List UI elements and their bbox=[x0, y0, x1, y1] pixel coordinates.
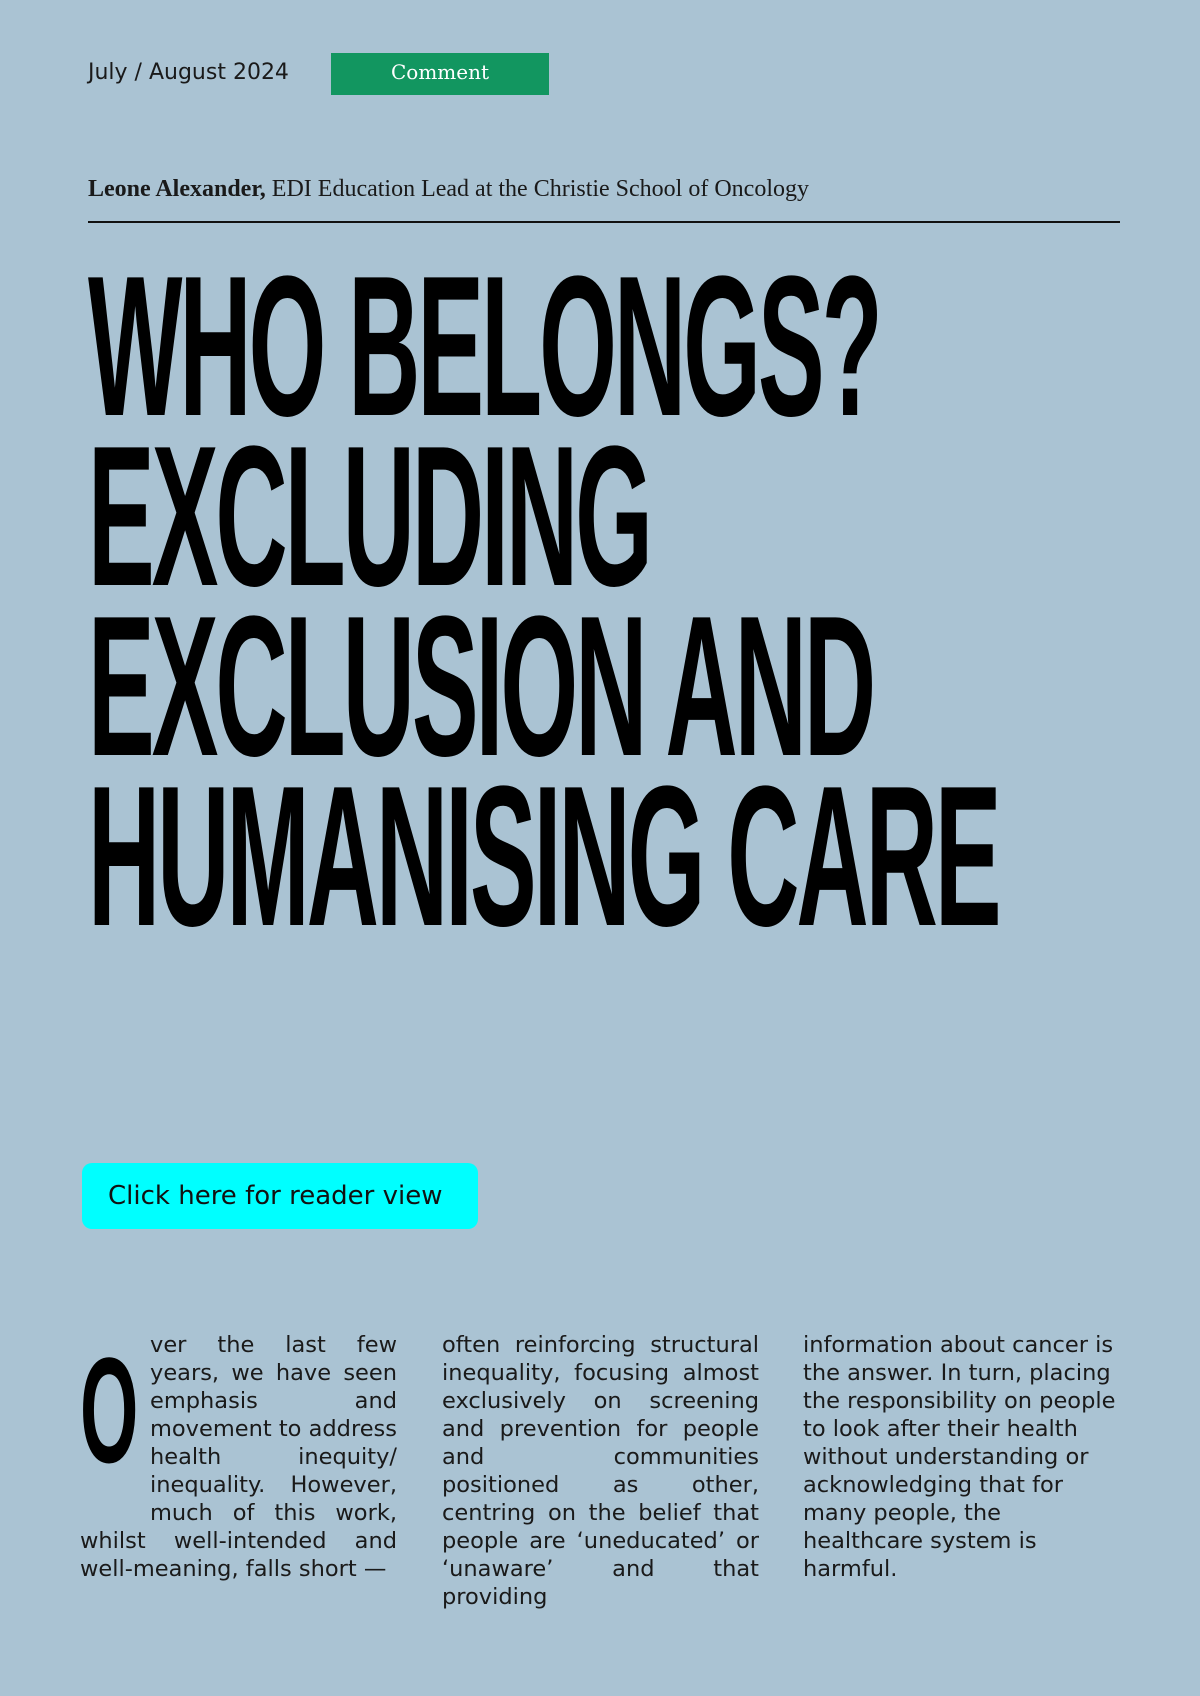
reader-view-button[interactable]: Click here for reader view bbox=[82, 1163, 478, 1229]
byline bbox=[88, 176, 809, 203]
drop-cap: O bbox=[80, 1326, 139, 1494]
column-text: ver the last few years, we have seen emphasis and movement to address health inequity/ inequality. However, much of this work, whilst well-intended and well-meaning, falls short — bbox=[80, 1332, 397, 1582]
section-tag: Comment bbox=[331, 53, 549, 95]
headline-line: EXCLUDING bbox=[88, 405, 650, 628]
byline-role: EDI Education Lead at the Christie School of Oncology bbox=[265, 176, 809, 202]
headline-line: EXCLUSION AND bbox=[88, 575, 874, 798]
byline-author: Leone Alexander, bbox=[88, 176, 266, 202]
headline-line: HUMANISING CARE bbox=[88, 745, 999, 968]
article-column-3: information about cancer is the answer. In turn, placing the responsibility on people to look after their health without understanding or acknowledging that for many people, the healthcare system is harmful. bbox=[803, 1332, 1116, 1582]
issue-date: July / August 2024 bbox=[88, 60, 289, 85]
divider-rule bbox=[88, 221, 1120, 223]
article-column-2: often reinforcing structural inequality, focusing almost exclusively on screening and prevention for people and communities positioned as other, centring on the belief that people are ‘uneducated’ or ‘unaware’ and that providing bbox=[442, 1332, 759, 1610]
article-column-1 bbox=[80, 1326, 397, 1583]
headline bbox=[88, 235, 1200, 968]
headline-line: WHO BELONGS? bbox=[88, 235, 880, 458]
